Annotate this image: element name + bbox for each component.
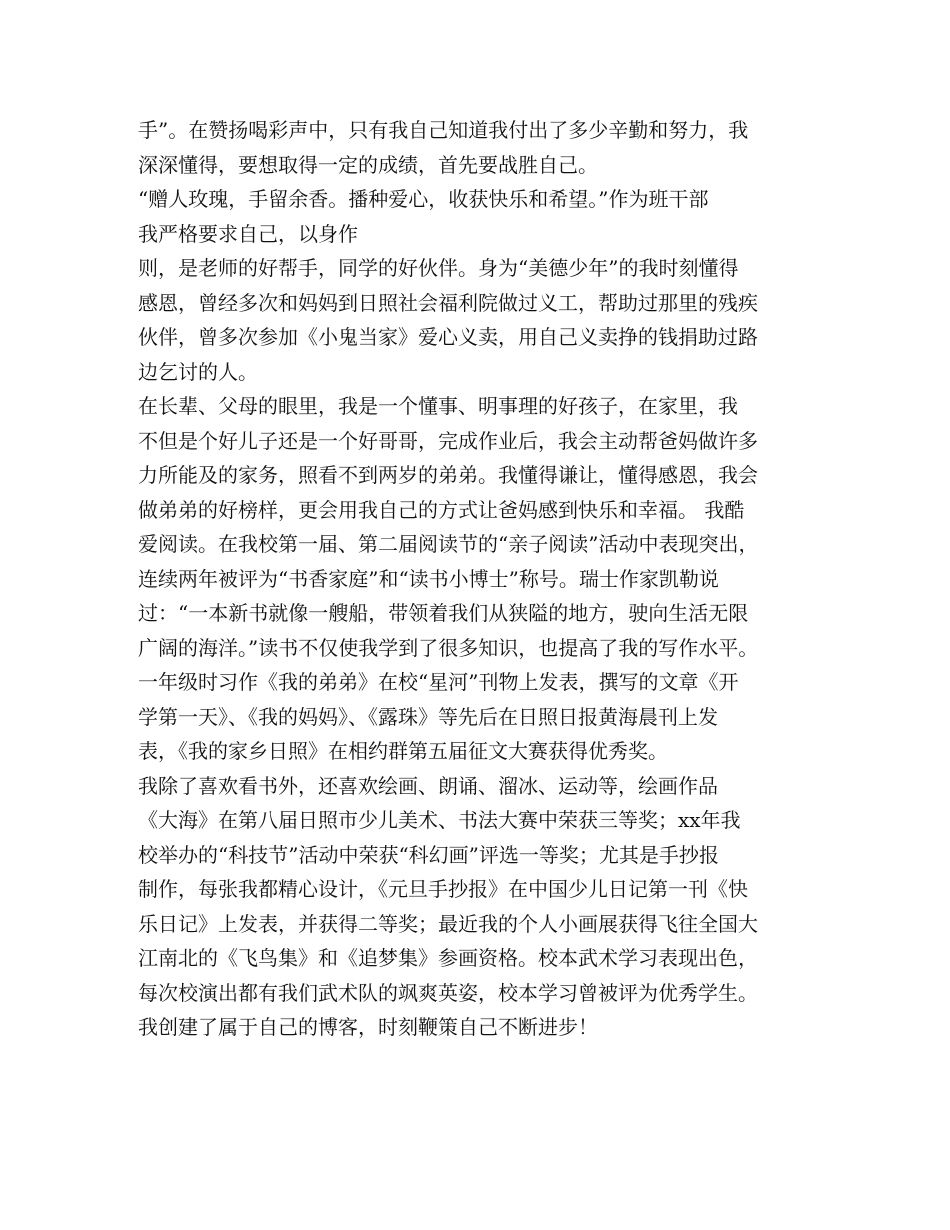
text-line: 力所能及的家务，照看不到两岁的弟弟。我懂得谦让，懂得感恩，我会 (138, 463, 758, 487)
text-line: 手”。在赞扬喝彩声中，只有我自己知道我付出了多少辛勤和努力，我 (138, 118, 749, 142)
text-line: 我除了喜欢看书外，还喜欢绘画、朗诵、溜冰、运动等，绘画作品 (138, 773, 718, 798)
text-line: 连续两年被评为“书香家庭”和“读书小博士”称号。瑞士作家凯勒说 (138, 566, 719, 591)
text-line: 做弟弟的好榜样，更会用我自己的方式让爸妈感到快乐和幸福。 我酷 (138, 497, 745, 522)
text-line: 不但是个好儿子还是一个好哥哥，完成作业后，我会主动帮爸妈做许多 (138, 428, 758, 453)
text-line: 爱阅读。在我校第一届、第二届阅读节的“亲子阅读”活动中表现突出， (138, 532, 759, 556)
text-line: 深深懂得，要想取得一定的成绩，首先要战胜自己。 (138, 152, 598, 177)
text-line: 校举办的“科技节”活动中荣获“科幻画”评选一等奖；尤其是手抄报 (138, 842, 719, 867)
text-line: 学第一天》、《我的妈妈》、《露珠》等先后在日照日报黄海晨刊上发 (138, 704, 718, 729)
text-line: 在长辈、父母的眼里，我是一个懂事、明事理的好孩子，在家里，我 (138, 394, 738, 418)
text-line: 广阔的海洋。”读书不仅使我学到了很多知识，也提高了我的写作水平。 (138, 635, 759, 660)
document-body (138, 113, 828, 1045)
text-line: 我严格要求自己，以身作 (138, 221, 358, 246)
text-line: 制作，每张我都精心设计，《元旦手抄报》在中国少儿日记第一刊《快 (138, 877, 748, 901)
text-line: 感恩，曾经多次和妈妈到日照社会福利院做过义工，帮助过那里的残疾 (138, 290, 758, 315)
text-line: 伙伴，曾多次参加《小鬼当家》爱心义卖，用自己义卖挣的钱捐助过路 (138, 325, 758, 349)
text-line: 江南北的《飞鸟集》和《追梦集》参画资格。校本武术学习表现出色， (138, 946, 758, 970)
text-line: 则，是老师的好帮手，同学的好伙伴。身为“美德少年”的我时刻懂得 (138, 256, 739, 280)
text-line: 《大海》在第八届日照市少儿美术、书法大赛中荣获三等奖；xx年我 (138, 808, 741, 832)
text-line: 一年级时习作《我的弟弟》在校“星河”刊物上发表，撰写的文章《开 (138, 670, 739, 694)
text-line: “赠人玫瑰，手留余香。播种爱心，收获快乐和希望。”作为班干部 (138, 187, 709, 211)
text-line: 边乞讨的人。 (138, 359, 258, 384)
text-line: 过：“一本新书就像一艘船，带领着我们从狭隘的地方，驶向生活无限 (138, 601, 749, 625)
text-line: 我创建了属于自己的博客，时刻鞭策自己不断进步！ (138, 1015, 598, 1039)
text-line: 乐日记》上发表，并获得二等奖；最近我的个人小画展获得飞往全国大 (138, 911, 758, 936)
text-line: 表，《我的家乡日照》在相约群第五届征文大赛获得优秀奖。 (138, 739, 668, 763)
text-line: 每次校演出都有我们武术队的飒爽英姿，校本学习曾被评为优秀学生。 (138, 980, 758, 1005)
